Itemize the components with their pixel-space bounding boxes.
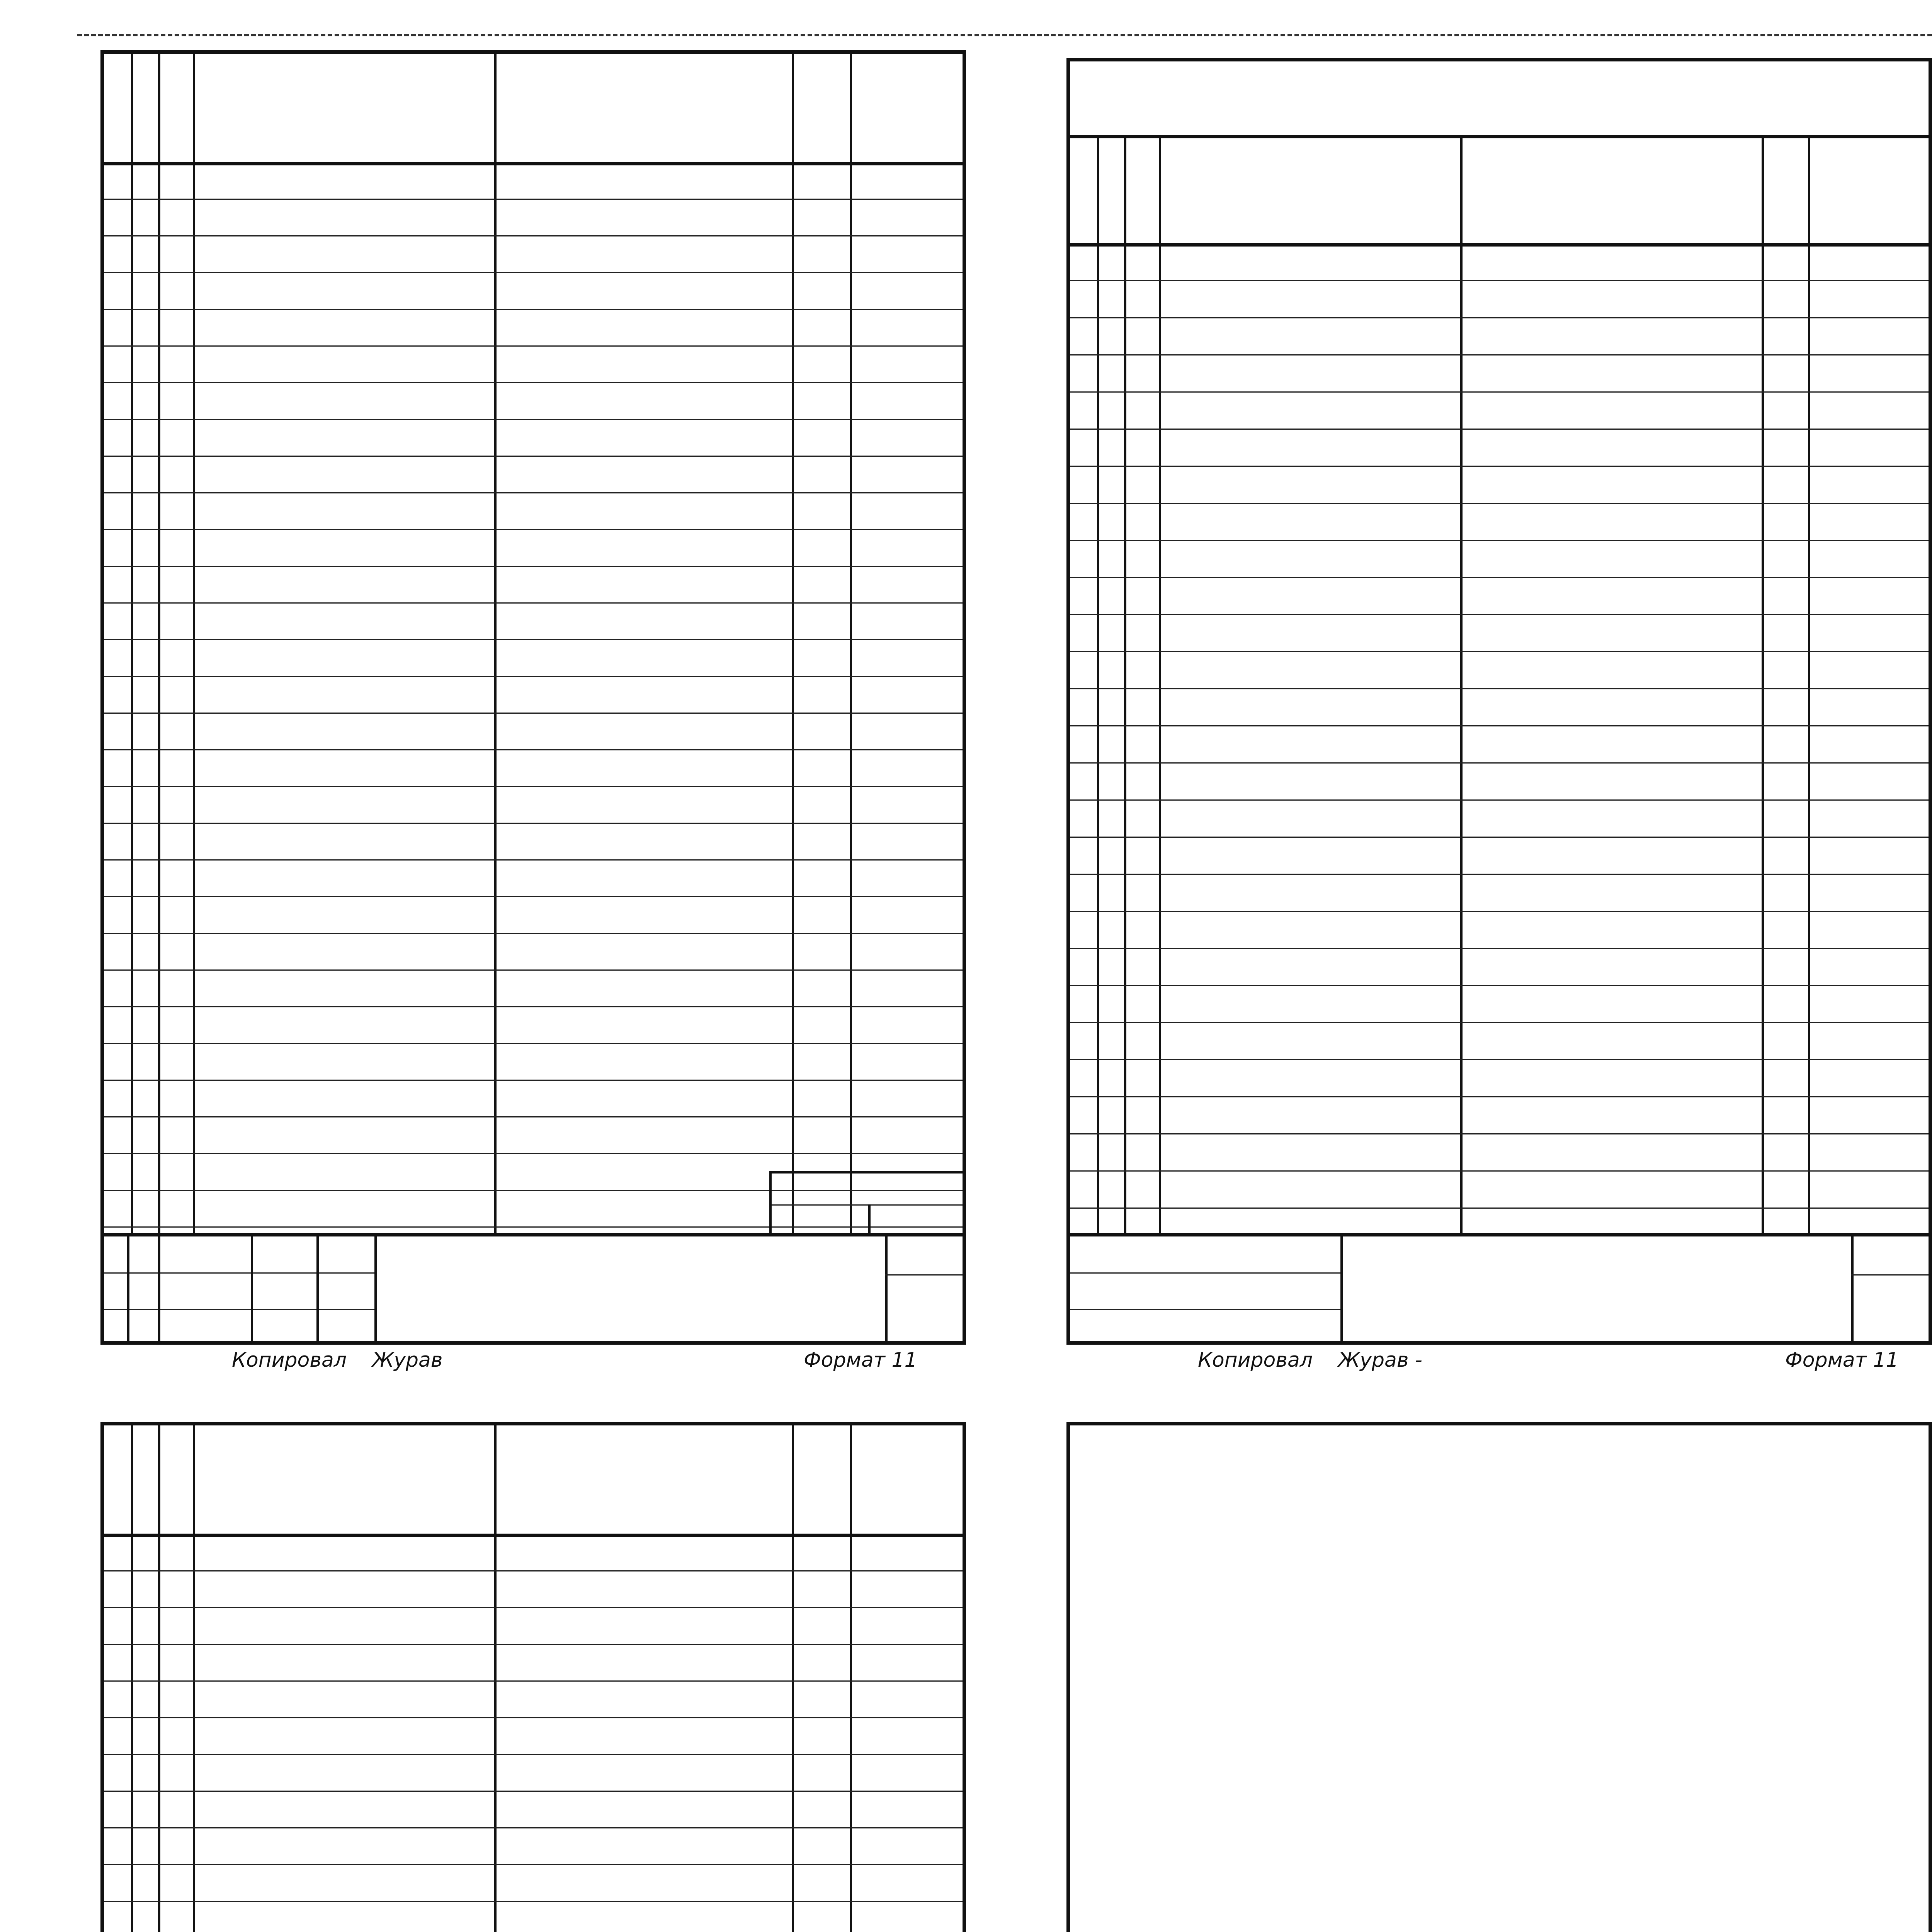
stamp-col-line xyxy=(127,1236,129,1341)
box-line xyxy=(868,1204,871,1233)
row-line xyxy=(104,419,963,420)
row-line xyxy=(104,492,963,493)
title-block xyxy=(104,1233,963,1341)
sheet-3 xyxy=(100,1422,966,1932)
row-line xyxy=(104,1006,963,1007)
row-line xyxy=(1070,762,1929,764)
row-line xyxy=(104,1043,963,1044)
sheet-2 xyxy=(1066,58,1932,1345)
row-line xyxy=(1070,429,1929,430)
row-line xyxy=(104,896,963,897)
copied-signature: Журав xyxy=(372,1349,443,1372)
sheet-no-divider xyxy=(885,1236,888,1341)
header-designation xyxy=(193,1425,494,1534)
header-bottom-line xyxy=(104,162,963,165)
column-line xyxy=(193,54,195,1233)
column-line xyxy=(158,54,160,1233)
column-line xyxy=(792,54,794,1233)
header-name xyxy=(494,1425,792,1534)
row-line xyxy=(1070,614,1929,615)
sheet-1 xyxy=(100,50,966,1345)
header-name xyxy=(494,54,792,162)
row-line xyxy=(1070,911,1929,912)
row-line xyxy=(1070,280,1929,281)
row-line xyxy=(1070,1096,1929,1097)
header-designation xyxy=(193,54,494,162)
row-line xyxy=(104,1153,963,1154)
stamp-line xyxy=(1070,1309,1340,1310)
stamp-col-line xyxy=(251,1236,253,1341)
row-line xyxy=(1070,837,1929,838)
row-line xyxy=(1070,874,1929,875)
column-line xyxy=(158,1425,160,1932)
header-note xyxy=(850,54,966,162)
row-line xyxy=(1070,948,1929,949)
sheet-no-line xyxy=(1851,1274,1929,1276)
column-line xyxy=(1159,135,1161,1233)
row-line xyxy=(104,933,963,934)
row-line xyxy=(104,456,963,457)
stamp-divider xyxy=(1340,1236,1343,1341)
sheet-no-divider xyxy=(1851,1236,1854,1341)
row-line xyxy=(104,602,963,604)
row-line xyxy=(104,639,963,640)
row-line xyxy=(104,1607,963,1608)
row-line xyxy=(104,1901,963,1902)
stamp-divider xyxy=(374,1236,377,1341)
row-line xyxy=(104,713,963,714)
row-line xyxy=(1070,985,1929,986)
column-line xyxy=(1097,135,1099,1233)
stamp-col-line xyxy=(316,1236,319,1341)
row-line xyxy=(104,676,963,677)
cut-line-top xyxy=(77,34,1932,36)
sheet-no-line xyxy=(885,1274,963,1276)
row-line xyxy=(1070,391,1929,393)
header-designation xyxy=(1159,135,1460,243)
row-line xyxy=(104,1864,963,1865)
row-line xyxy=(104,272,963,273)
row-line xyxy=(1070,577,1929,578)
row-line xyxy=(104,199,963,200)
column-line xyxy=(1124,135,1126,1233)
sheet1-copied-line xyxy=(232,1349,443,1372)
row-line xyxy=(1070,1133,1929,1134)
row-line xyxy=(1070,354,1929,355)
row-line xyxy=(104,1717,963,1718)
copied-label: Копировал xyxy=(1198,1349,1313,1372)
row-line xyxy=(104,1680,963,1682)
row-line xyxy=(1070,1170,1929,1172)
box-line xyxy=(772,1204,963,1206)
row-line xyxy=(104,823,963,824)
row-line xyxy=(104,859,963,861)
row-line xyxy=(104,345,963,347)
sheet2-format: Формат 11 xyxy=(1785,1349,1899,1372)
row-line xyxy=(1070,725,1929,726)
copied-label: Копировал xyxy=(232,1349,347,1372)
header-note_trunc xyxy=(1808,135,1932,243)
header-bottom-line xyxy=(104,1534,963,1537)
empty-stamp-boxes xyxy=(769,1171,963,1233)
row-line xyxy=(104,1827,963,1828)
row-line xyxy=(1070,540,1929,541)
row-line xyxy=(1070,1022,1929,1023)
row-line xyxy=(104,1791,963,1792)
row-line xyxy=(104,382,963,383)
row-line xyxy=(104,749,963,750)
row-line xyxy=(104,1754,963,1755)
stamp-line xyxy=(104,1309,374,1310)
column-line xyxy=(131,1425,133,1932)
column-line xyxy=(494,54,497,1233)
header-name xyxy=(1460,135,1762,243)
row-line xyxy=(104,786,963,787)
column-line xyxy=(1460,135,1463,1233)
row-line xyxy=(104,235,963,236)
stamp-line xyxy=(1070,1272,1340,1274)
stamp-col-line xyxy=(158,1236,160,1341)
stamp-line xyxy=(104,1272,374,1274)
column-line xyxy=(131,54,133,1233)
row-line xyxy=(1070,799,1929,801)
row-line xyxy=(104,1644,963,1645)
sheet1-format: Формат 11 xyxy=(804,1349,917,1372)
row-line xyxy=(1070,503,1929,504)
row-line xyxy=(104,969,963,971)
header-qty xyxy=(792,54,850,162)
row-line xyxy=(1070,651,1929,652)
sheet2-copied-line xyxy=(1198,1349,1422,1372)
column-line xyxy=(1808,135,1810,1233)
row-line xyxy=(1070,466,1929,467)
row-line xyxy=(104,1080,963,1081)
row-line xyxy=(1070,317,1929,318)
header-bottom-line xyxy=(1070,243,1929,247)
header-qty_alt xyxy=(1762,135,1808,243)
column-line xyxy=(850,54,852,1233)
row-line xyxy=(1070,1208,1929,1209)
row-line xyxy=(104,309,963,310)
row-line xyxy=(104,529,963,530)
header-qty xyxy=(792,1425,850,1534)
row-line xyxy=(1070,1059,1929,1060)
sheet-4 xyxy=(1066,1422,1932,1932)
copied-signature: Журав - xyxy=(1338,1349,1422,1372)
header-note xyxy=(850,1425,966,1534)
row-line xyxy=(104,1570,963,1571)
row-line xyxy=(1070,688,1929,689)
title-block xyxy=(1070,1233,1929,1341)
row-line xyxy=(104,566,963,567)
column-line xyxy=(1762,135,1764,1233)
row-line xyxy=(104,1116,963,1117)
